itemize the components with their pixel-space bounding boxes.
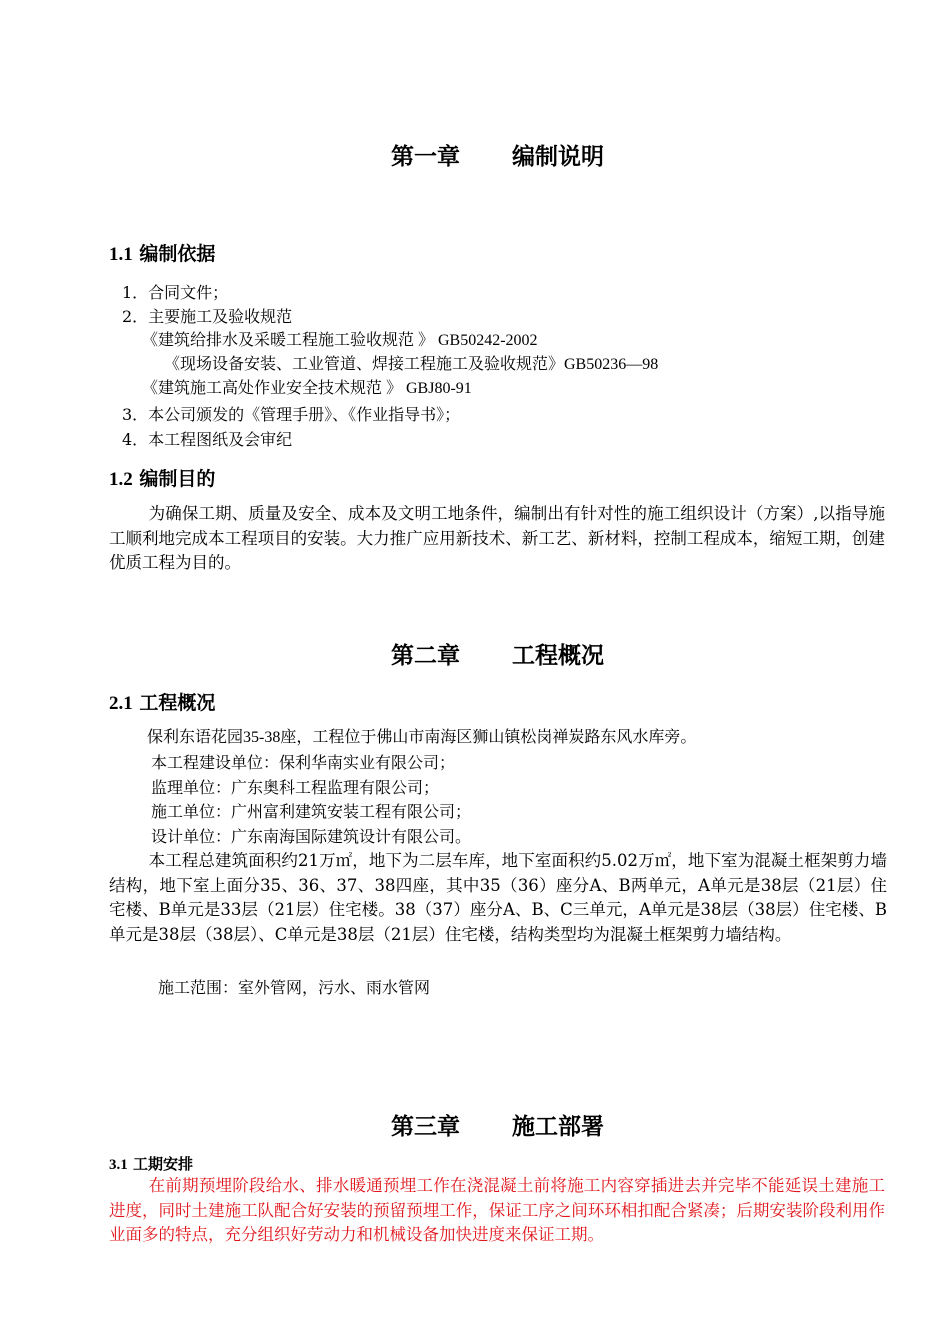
chapter-3-title <box>0 1108 950 1141</box>
list-item: 《现场设备安装、工业管道、焊接工程施工及验收规范》GB50236—98 <box>164 356 659 373</box>
construction-scope: 施工范围：室外管网，污水、雨水管网 <box>158 978 431 997</box>
construction-unit: 施工单位：广州富利建筑安装工程有限公司； <box>151 802 472 821</box>
list-item: 《建筑给排水及采暖工程施工验收规范 》 GB50242-2002 <box>142 332 538 349</box>
list-item: 3．本公司颁发的《管理手册》、《作业指导书》； <box>122 405 461 424</box>
project-location: 保利东语花园35-38座，工程位于佛山市南海区狮山镇松岗禅炭路东风水库旁。 <box>147 729 697 746</box>
chapter-3-number: 第三章 <box>391 1114 460 1140</box>
schedule-paragraph: 在前期预埋阶段给水、排水暖通预埋工作在浇混凝土前将施工内容穿插进去并完毕不能延误土建施工进度，同时土建施工队配合好安装的预留预埋工作，保证工序之间环环相扣配合紧凑；后期安装阶段利用作业面多的特点，充分组织好劳动力和机械设备加快进度来保证工期。 <box>109 1176 885 1245</box>
list-item: 4．本工程图纸及会审纪 <box>122 430 293 449</box>
purpose-paragraph: 为确保工期、质量及安全、成本及文明工地条件，编制出有针对性的施工组织设计（方案）,以指导施工顺利地完成本工程项目的安装。大力推广应用新技术、新工艺、新材料，控制工程成本，缩短工期，创建优质工程为目的。 <box>109 504 885 573</box>
list-item: 1．合同文件； <box>122 283 229 302</box>
chapter-1-name: 编制说明 <box>512 144 604 170</box>
chapter-1-title <box>0 138 950 171</box>
section-2-1-heading: 2.1 工程概况 <box>109 692 216 714</box>
chapter-2-title <box>0 637 950 670</box>
list-item: 《建筑施工高处作业安全技术规范 》 GBJ80-91 <box>142 380 472 397</box>
supervision-unit: 监理单位：广东奥科工程监理有限公司； <box>151 778 440 797</box>
design-unit: 设计单位：广东南海国际建筑设计有限公司。 <box>151 827 472 846</box>
list-item: 2．主要施工及验收规范 <box>122 307 293 326</box>
section-3-1-heading: 3.1 工期安排 <box>109 1155 193 1173</box>
client-unit: 本工程建设单位：保利华南实业有限公司； <box>151 753 456 772</box>
chapter-3-name: 施工部署 <box>512 1114 604 1140</box>
chapter-2-number: 第二章 <box>391 643 460 669</box>
section-1-2-heading: 1.2 编制目的 <box>109 468 216 490</box>
chapter-1-number: 第一章 <box>391 144 460 170</box>
chapter-2-name: 工程概况 <box>512 643 604 669</box>
overview-paragraph: 本工程总建筑面积约21万㎡，地下为二层车库，地下室面积约5.02万㎡，地下室为混凝土框架剪力墙结构，地下室上面分35、36、37、38四座，其中35（36）座分A、B两单元，A单元是38层（21层）住宅楼、B单元是33层（21层）住宅楼。38（37）座分A、B、C三单元，A单元是38层（38层）住宅楼、B单元是38层（38层）、C单元是38层（21层）住宅楼，结构类型均为混凝土框架剪力墙结构。 <box>109 851 887 944</box>
section-1-1-heading: 1.1 编制依据 <box>109 243 216 265</box>
